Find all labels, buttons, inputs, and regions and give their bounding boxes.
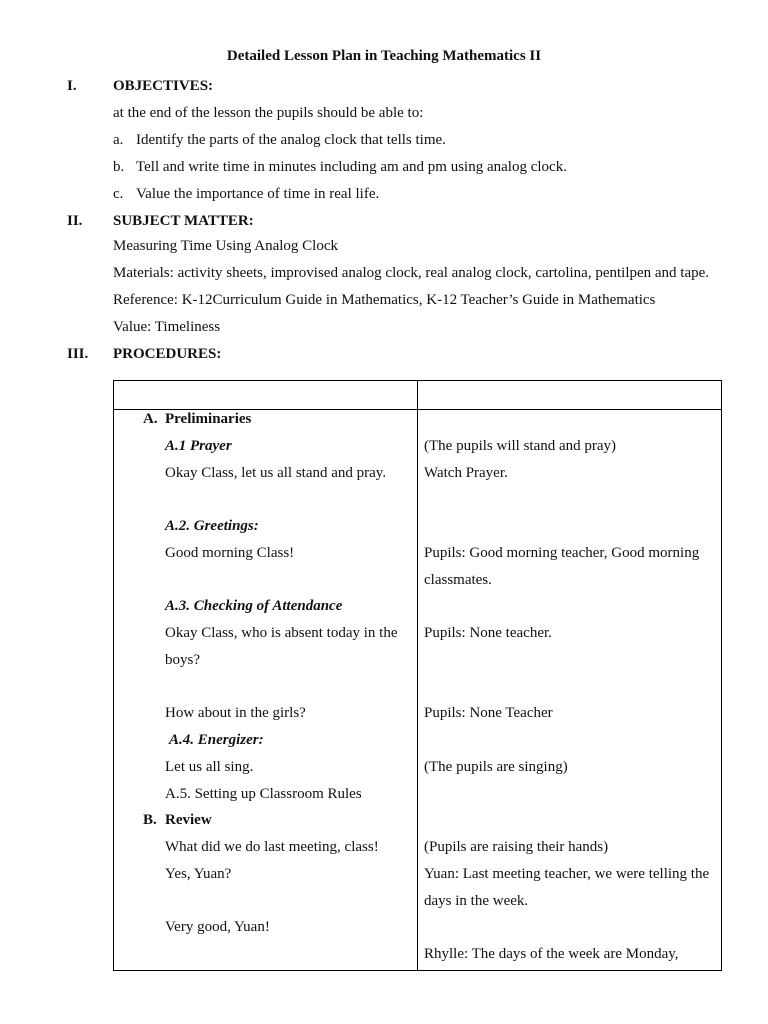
- objective-text-c: Value the importance of time in real life.: [136, 186, 380, 202]
- review-pupil-line-4: Rhylle: The days of the week are Monday,: [424, 946, 679, 962]
- attendance-teacher-line-3: How about in the girls?: [165, 705, 306, 721]
- attendance-pupil-line-1: Pupils: None teacher.: [424, 625, 552, 641]
- section-numeral-subject-matter: II.: [67, 213, 83, 229]
- prayer-pupil-line-1: (The pupils will stand and pray): [424, 438, 617, 454]
- objective-letter-c: c.: [113, 186, 124, 202]
- attendance-heading: A.3. Checking of Attendance: [165, 598, 343, 614]
- energizer-pupil-line: (The pupils are singing): [424, 759, 568, 775]
- objective-letter-b: b.: [113, 159, 125, 175]
- preliminaries-letter: A.: [143, 411, 158, 427]
- energizer-teacher-line: Let us all sing.: [165, 759, 254, 775]
- objective-text-b: Tell and write time in minutes including am and pm using analog clock.: [136, 159, 567, 175]
- attendance-teacher-line-2: boys?: [165, 652, 200, 668]
- subject-reference: Reference: K-12Curriculum Guide in Mathematics, K-12 Teacher’s Guide in Mathematics: [113, 292, 656, 308]
- energizer-heading: A.4. Energizer:: [169, 732, 264, 748]
- objectives-intro: at the end of the lesson the pupils should be able to:: [113, 105, 424, 121]
- section-numeral-procedures: III.: [67, 346, 89, 362]
- subject-topic: Measuring Time Using Analog Clock: [113, 238, 339, 254]
- section-heading-procedures: PROCEDURES:: [113, 346, 222, 362]
- subject-materials: Materials: activity sheets, improvised analog clock, real analog clock, cartolina, pentilpen and tape.: [113, 265, 710, 281]
- review-teacher-line-3: Very good, Yuan!: [165, 919, 270, 935]
- review-pupil-line-3: days in the week.: [424, 893, 529, 909]
- rules-heading: A.5. Setting up Classroom Rules: [165, 786, 362, 802]
- greetings-heading: A.2. Greetings:: [165, 518, 259, 534]
- attendance-pupil-line-2: Pupils: None Teacher: [424, 705, 553, 721]
- table-column-divider: [417, 381, 418, 970]
- greetings-pupil-line-2: classmates.: [424, 572, 492, 588]
- section-heading-subject-matter: SUBJECT MATTER:: [113, 213, 254, 229]
- document-title: Detailed Lesson Plan in Teaching Mathematics II: [226, 48, 542, 64]
- preliminaries-label: Preliminaries: [165, 411, 252, 427]
- section-numeral-objectives: I.: [67, 78, 77, 94]
- objective-letter-a: a.: [113, 132, 124, 148]
- objective-text-a: Identify the parts of the analog clock that tells time.: [136, 132, 446, 148]
- review-pupil-line-2: Yuan: Last meeting teacher, we were telling the: [424, 866, 710, 882]
- review-label: Review: [165, 812, 212, 828]
- review-teacher-line-1: What did we do last meeting, class!: [165, 839, 379, 855]
- greetings-teacher-line: Good morning Class!: [165, 545, 295, 561]
- review-teacher-line-2: Yes, Yuan?: [165, 866, 232, 882]
- prayer-teacher-line: Okay Class, let us all stand and pray.: [165, 465, 387, 481]
- subject-value: Value: Timeliness: [113, 319, 221, 335]
- greetings-pupil-line-1: Pupils: Good morning teacher, Good morning: [424, 545, 700, 561]
- section-heading-objectives: OBJECTIVES:: [113, 78, 214, 94]
- review-letter: B.: [143, 812, 157, 828]
- prayer-heading: A.1 Prayer: [165, 438, 232, 454]
- prayer-pupil-line-2: Watch Prayer.: [424, 465, 508, 481]
- attendance-teacher-line-1: Okay Class, who is absent today in the: [165, 625, 398, 641]
- review-pupil-line-1: (Pupils are raising their hands): [424, 839, 609, 855]
